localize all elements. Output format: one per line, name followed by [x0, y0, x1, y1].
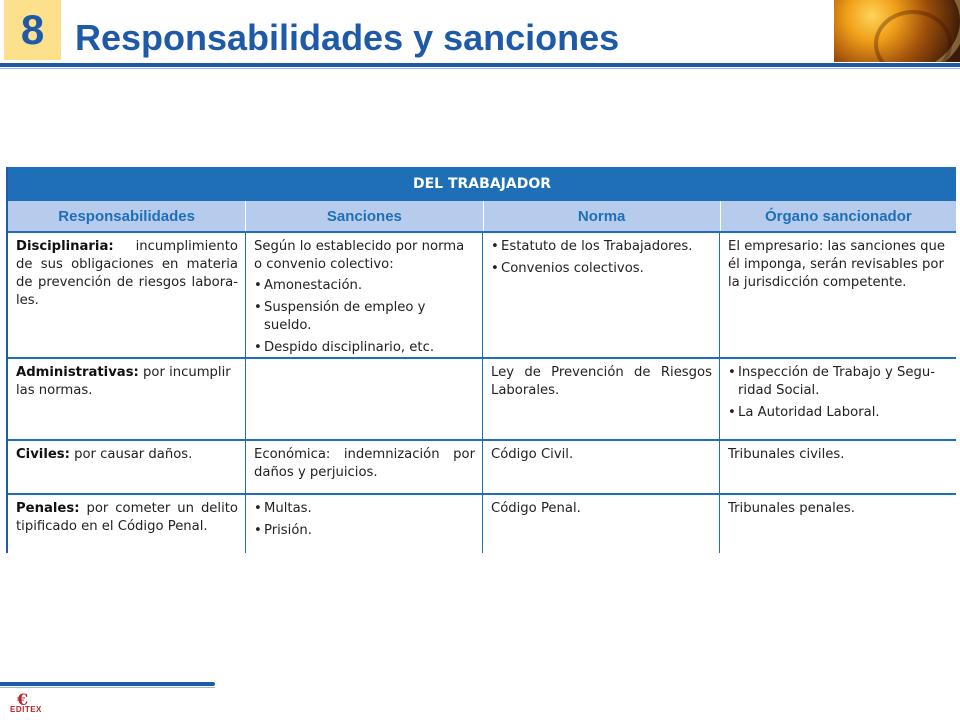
cell-norma: Ley de Prevención de Riesgos Laborales.: [483, 359, 720, 439]
list-item: • Inspección de Trabajo y Segu-ridad Social.: [728, 365, 936, 398]
table-row-administrativas: [8, 359, 956, 441]
cell-sanciones: Económica: indemnización por daños y perjuicios.: [246, 441, 483, 493]
cell-norma: [483, 233, 720, 357]
table-row-disciplinaria: [8, 233, 956, 359]
footer-divider: [0, 682, 215, 686]
cell-organo: Tribunales civiles.: [728, 447, 845, 462]
editex-logo: [10, 690, 46, 716]
term-label: Administrativas:: [16, 365, 139, 380]
page-title: Responsabilidades y sanciones: [75, 17, 620, 58]
term-description: por cometer un delito tipificado en el Código Penal.: [16, 501, 238, 534]
table-row-civiles: [8, 441, 956, 495]
footer-divider-thin: [0, 687, 215, 688]
list-item: • Despido disciplinario, etc.: [254, 340, 435, 355]
cell-norma: Código Penal.: [483, 495, 720, 553]
header-divider-thin: [0, 68, 960, 69]
cell-responsabilidad: [8, 441, 246, 493]
list-item: • Suspensión de empleo y sueldo.: [254, 300, 426, 333]
cell-norma: Código Civil.: [483, 441, 720, 493]
cell-organo: Tribunales penales.: [728, 501, 855, 516]
chapter-number-box: [4, 0, 61, 60]
header-divider: [0, 63, 960, 67]
col-header-responsabilidades: Responsabilidades: [8, 201, 246, 231]
cell-sanciones: [246, 233, 483, 357]
list-item: • Prisión.: [254, 523, 312, 538]
cell-responsabilidad: [8, 233, 246, 357]
list-item: • Convenios colectivos.: [491, 261, 644, 276]
list-item: • Multas.: [254, 501, 312, 516]
list-item: • La Autoridad Laboral.: [728, 405, 880, 420]
col-header-sanciones: Sanciones: [246, 201, 483, 231]
list-item: • Estatuto de los Trabajadores.: [491, 239, 693, 254]
term-description: por causar daños.: [69, 447, 193, 462]
term-description: incumplimiento de sus obligaciones en materia de prevención de riesgos labora-les.: [16, 239, 238, 308]
editex-logo-icon: €: [17, 690, 29, 709]
term-label: Penales:: [16, 501, 80, 516]
list-item: • Amonestación.: [254, 278, 363, 293]
sanciones-text: Según lo establecido por norma o convenio colectivo:: [254, 239, 465, 272]
table-title: DEL TRABAJADOR: [8, 167, 956, 201]
cell-responsabilidad: [8, 495, 246, 553]
cell-responsabilidad: [8, 359, 246, 439]
col-header-norma: Norma: [484, 201, 721, 231]
table-column-headers: [8, 201, 956, 233]
cell-organo: [720, 359, 956, 439]
editex-logo-text: EDITEX: [10, 705, 42, 714]
chapter-number: 8: [20, 6, 45, 53]
header-photo: [834, 0, 960, 62]
cell-organo: El empresario: las sanciones que él imponga, serán revisables por la jurisdicción competente.: [728, 239, 945, 290]
term-label: Disciplinaria:: [16, 239, 114, 254]
term-description: por incumplir las normas.: [16, 365, 231, 398]
responsibilities-table: [6, 167, 954, 553]
col-header-organo-sancionador: Órgano sancionador: [765, 207, 912, 225]
table-row-penales: [8, 495, 956, 553]
cell-sanciones: [246, 495, 483, 553]
cell-sanciones: [246, 359, 483, 439]
term-label: Civiles:: [16, 447, 70, 462]
